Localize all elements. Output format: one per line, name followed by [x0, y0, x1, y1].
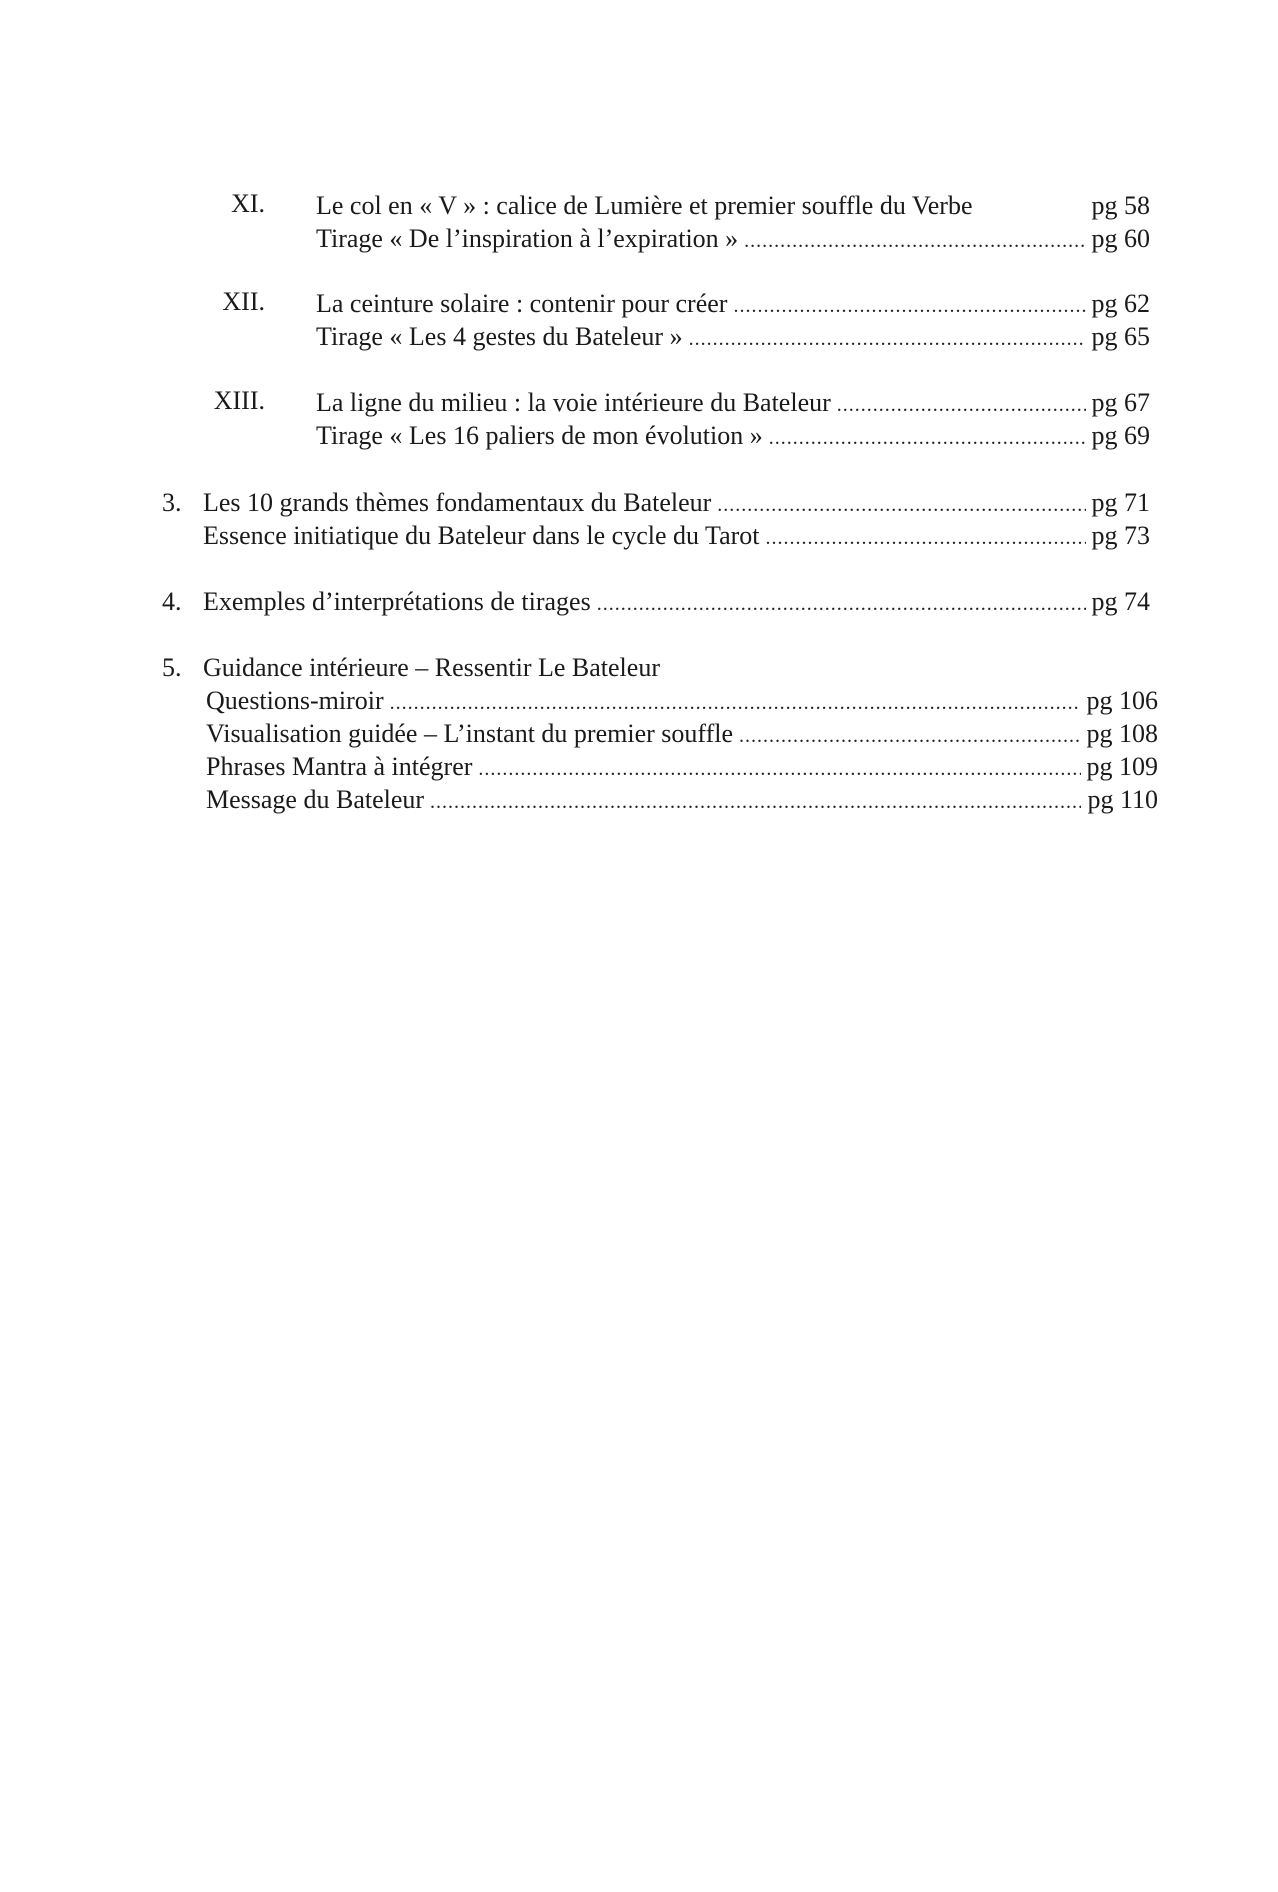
dot-leader — [733, 289, 1085, 323]
toc-entry[interactable] — [206, 750, 1158, 784]
section-marker: XIII. — [213, 386, 265, 415]
toc-entry-title: Exemples d’interprétations de tirages — [203, 587, 591, 616]
dot-leader — [769, 421, 1086, 455]
section-marker: 5. — [162, 653, 182, 682]
toc-entry-page: pg 109 — [1086, 752, 1158, 781]
toc-entry-page: pg 58 — [1091, 191, 1150, 220]
toc-entry-page: pg 62 — [1091, 289, 1150, 318]
toc-entry[interactable] — [316, 320, 1150, 354]
toc-entry[interactable] — [316, 287, 1150, 321]
toc-entry[interactable] — [206, 684, 1158, 718]
toc-entry-page: pg 60 — [1091, 224, 1150, 253]
toc-entry-title: Phrases Mantra à intégrer — [206, 752, 473, 781]
toc-entry-page: pg 67 — [1091, 388, 1150, 417]
toc-entry-title: La ceinture solaire : contenir pour créer — [316, 289, 728, 318]
toc-entry-title: Tirage « Les 4 gestes du Bateleur » — [316, 322, 683, 351]
toc-entry[interactable] — [206, 717, 1158, 751]
dot-leader — [766, 521, 1086, 555]
dot-leader — [744, 224, 1085, 258]
dot-leader — [390, 686, 1081, 720]
toc-entry-page: pg 110 — [1087, 785, 1158, 814]
toc-entry[interactable] — [316, 222, 1150, 256]
toc-entry-page: pg 106 — [1086, 686, 1158, 715]
toc-entry-page: pg 69 — [1091, 421, 1150, 450]
section-marker: XI. — [231, 189, 265, 218]
toc-entry[interactable] — [316, 419, 1150, 453]
dot-leader — [597, 587, 1086, 621]
toc-entry[interactable] — [203, 585, 1150, 619]
toc-entry[interactable] — [316, 189, 1150, 223]
toc-entry-title: La ligne du milieu : la voie intérieure du Bateleur — [316, 388, 831, 417]
toc-entry-title: Les 10 grands thèmes fondamentaux du Bateleur — [203, 488, 712, 517]
toc-entry-page: pg 74 — [1091, 587, 1150, 616]
toc-entry[interactable] — [203, 519, 1150, 553]
toc-entry-title: Tirage « De l’inspiration à l’expiration » — [316, 224, 739, 253]
toc-entry-title: Visualisation guidée – L’instant du premier souffle — [206, 719, 734, 748]
toc-entry[interactable] — [316, 386, 1150, 420]
section-marker: 4. — [162, 587, 182, 616]
toc-entry-page: pg 108 — [1086, 719, 1158, 748]
toc-entry-title: Message du Bateleur — [206, 785, 425, 814]
toc-entry-title: Essence initiatique du Bateleur dans le cycle du Tarot — [203, 521, 760, 550]
dot-leader — [837, 388, 1086, 422]
dot-leader — [739, 719, 1080, 753]
toc-entry-page: pg 65 — [1091, 322, 1150, 351]
dot-leader — [430, 785, 1081, 819]
toc-entry-page: pg 73 — [1091, 521, 1150, 550]
toc-entry-page: pg 71 — [1091, 488, 1150, 517]
toc-entry-title: Questions-miroir — [206, 686, 384, 715]
toc-entry-title: Le col en « V » : calice de Lumière et premier souffle du Verbe — [316, 191, 973, 220]
dot-leader — [717, 488, 1085, 522]
toc-entry[interactable] — [206, 783, 1158, 817]
section-marker: XII. — [222, 287, 265, 316]
section-heading: Guidance intérieure – Ressentir Le Bateleur — [203, 653, 660, 682]
toc-entry[interactable] — [203, 486, 1150, 520]
section-marker: 3. — [162, 488, 182, 517]
dot-leader — [689, 322, 1086, 356]
toc-entry-title: Tirage « Les 16 paliers de mon évolution » — [316, 421, 763, 450]
dot-leader — [478, 752, 1080, 786]
